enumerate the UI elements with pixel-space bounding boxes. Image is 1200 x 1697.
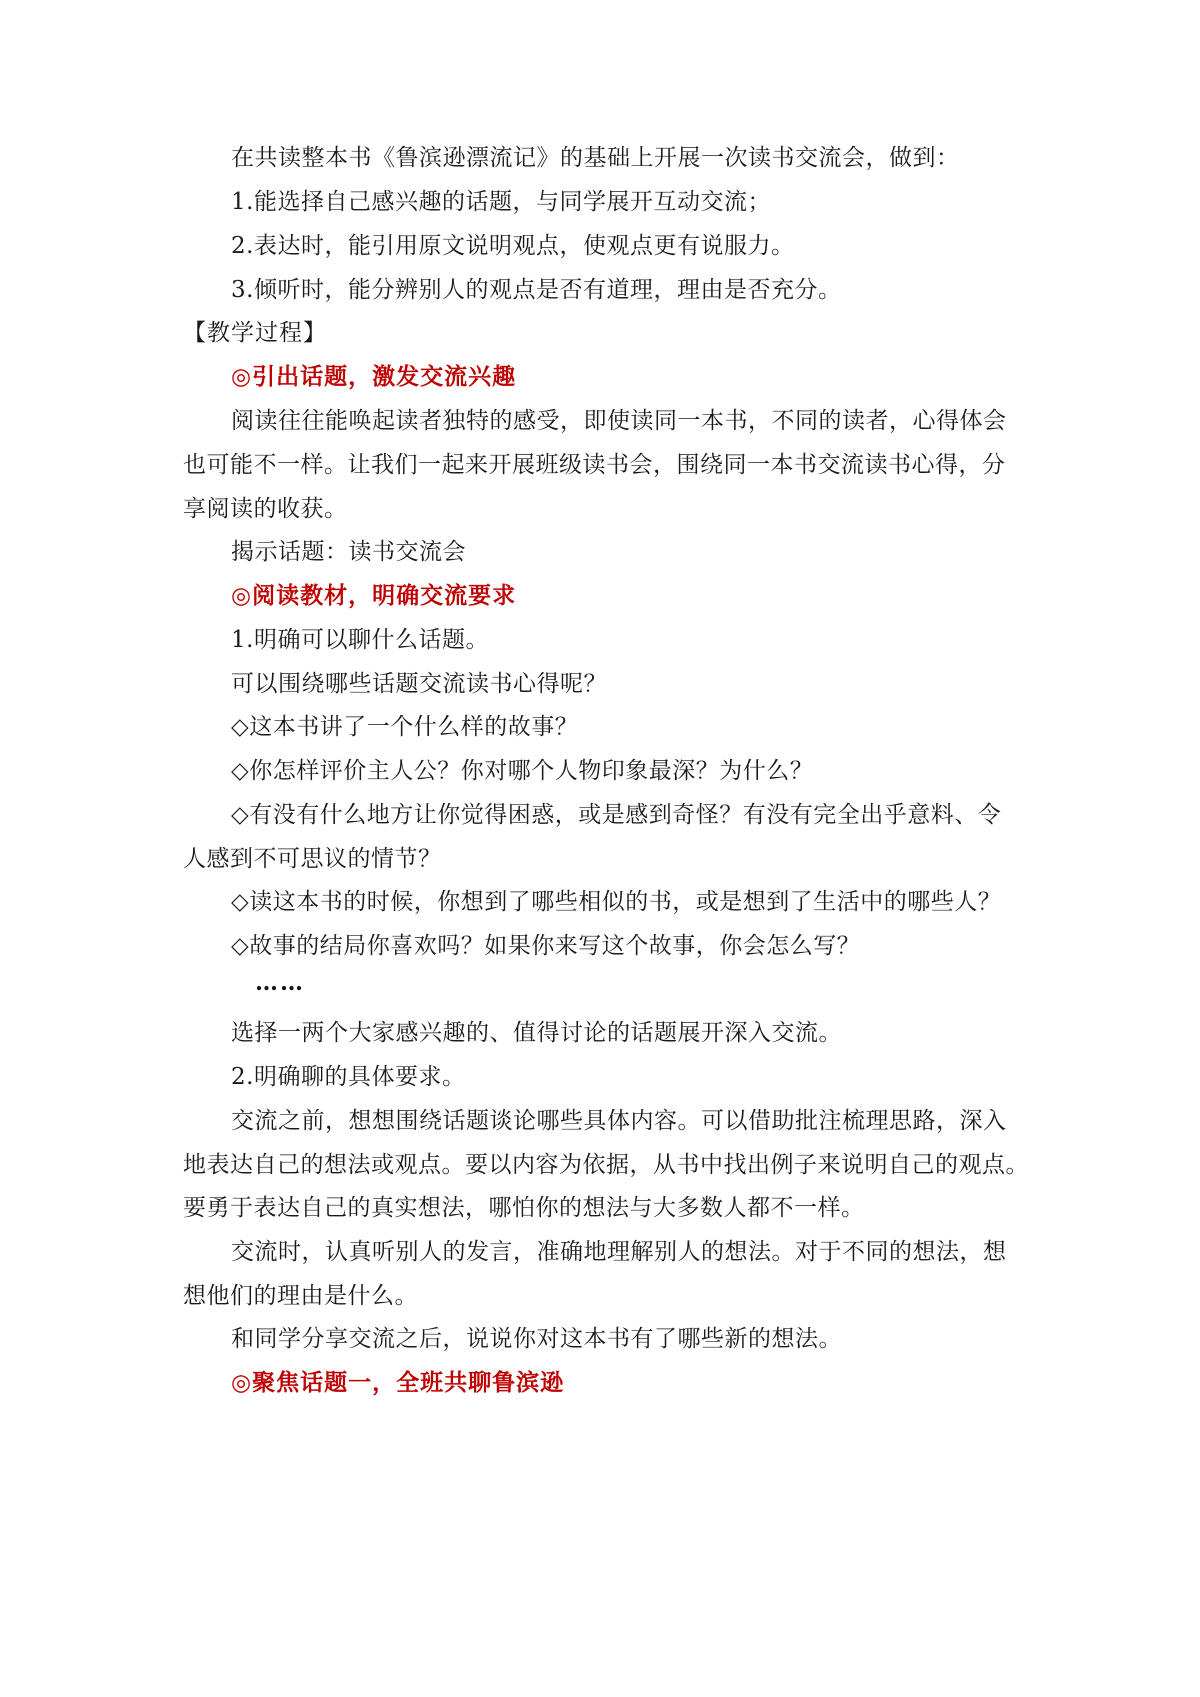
- topics-ellipsis: ……: [255, 969, 305, 996]
- goal-2: 2.表达时，能引用原文说明观点，使观点更有说服力。: [231, 233, 795, 259]
- topic-5: ◇故事的结局你喜欢吗？如果你来写这个故事，你会怎么写？: [231, 933, 861, 959]
- topic-2: ◇你怎样评价主人公？你对哪个人物印象最深？为什么？: [231, 758, 814, 784]
- section2-question: 可以围绕哪些话题交流读书心得呢？: [231, 671, 607, 697]
- requirements-para-line-3: 要勇于表达自己的真实想法，哪怕你的想法与大多数人都不一样。: [183, 1195, 865, 1221]
- choose-topics: 选择一两个大家感兴趣的、值得讨论的话题展开深入交流。: [231, 1020, 842, 1046]
- section2-item-2: 2.明确聊的具体要求。: [231, 1064, 466, 1090]
- topic-3-continued: 人感到不可思议的情节？: [183, 846, 442, 872]
- listening-para-line-1: 交流时，认真听别人的发言，准确地理解别人的想法。对于不同的想法，想: [231, 1239, 1007, 1265]
- intro-lead: 在共读整本书《鲁滨逊漂流记》的基础上开展一次读书交流会，做到：: [231, 145, 960, 171]
- requirements-para-line-2: 地表达自己的想法或观点。要以内容为依据，从书中找出例子来说明自己的观点。: [183, 1152, 1029, 1178]
- topic-1: ◇这本书讲了一个什么样的故事？: [231, 714, 579, 740]
- requirements-para-line-1: 交流之前，想想围绕话题谈论哪些具体内容。可以借助批注梳理思路，深入: [231, 1108, 1007, 1134]
- section1-heading: ◎引出话题，激发交流兴趣: [231, 364, 517, 390]
- section1-para-line-2: 也可能不一样。让我们一起来开展班级读书会，围绕同一本书交流读书心得，分: [183, 452, 1006, 478]
- section2-heading: ◎阅读教材，明确交流要求: [231, 583, 517, 609]
- topic-3: ◇有没有什么地方让你觉得困惑，或是感到奇怪？有没有完全出乎意料、令: [231, 802, 1002, 828]
- share-para: 和同学分享交流之后，说说你对这本书有了哪些新的想法。: [231, 1326, 842, 1352]
- topic-4: ◇读这本书的时候，你想到了哪些相似的书，或是想到了生活中的哪些人？: [231, 889, 1002, 915]
- section1-para-line-1: 阅读往往能唤起读者独特的感受，即使读同一本书，不同的读者，心得体会: [231, 408, 1007, 434]
- section1-para-line-3: 享阅读的收获。: [183, 496, 348, 522]
- goal-1: 1.能选择自己感兴趣的话题，与同学展开互动交流；: [231, 189, 771, 215]
- listening-para-line-2: 想他们的理由是什么。: [183, 1283, 418, 1309]
- section3-heading: ◎聚焦话题一，全班共聊鲁滨逊: [231, 1370, 565, 1396]
- goal-3: 3.倾听时，能分辨别人的观点是否有道理，理由是否充分。: [231, 277, 842, 303]
- process-label: 【教学过程】: [183, 320, 327, 346]
- section2-item-1: 1.明确可以聊什么话题。: [231, 627, 489, 653]
- section1-reveal: 揭示话题：读书交流会: [231, 539, 466, 565]
